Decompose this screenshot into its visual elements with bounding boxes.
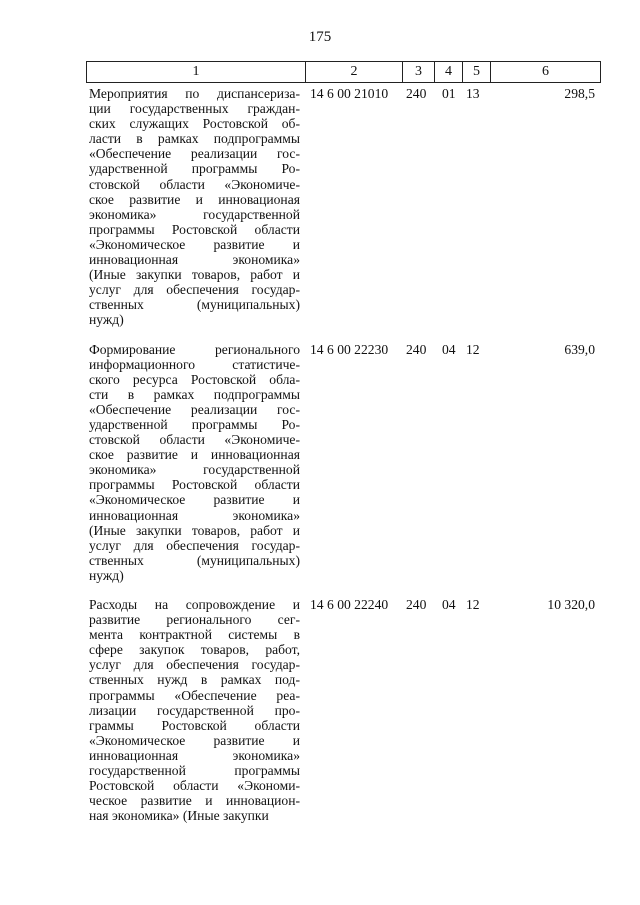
description-line: ственных (муниципальных) <box>89 552 300 568</box>
page-number: 175 <box>308 29 332 45</box>
description-line: ции государственных граждан- <box>89 101 300 117</box>
description-line: стовской области «Экономиче- <box>89 176 300 192</box>
description-line: Мероприятия по диспансериза- <box>89 86 300 101</box>
column-header-2: 2 <box>306 62 403 83</box>
description-line: (Иные закупки товаров, работ и <box>89 267 300 283</box>
row-section: 04 <box>442 597 456 612</box>
description-line: Формирование регионального <box>89 341 300 357</box>
row-target-code: 14 6 00 22230 <box>310 341 389 357</box>
description-line: экономика» государственной <box>89 206 300 222</box>
column-header-4: 4 <box>435 62 463 83</box>
description-line: ского ресурса Ростовской обла- <box>89 371 300 387</box>
description-line: «Экономическое развитие и <box>89 492 300 508</box>
description-line: программы «Обеспечение реа- <box>89 687 300 703</box>
description-line: инновационная экономика» <box>89 252 300 268</box>
row-description <box>86 597 300 823</box>
description-line: ское развитие и инновационая <box>89 191 300 207</box>
description-line: сфере закупок товаров, работ, <box>89 642 300 658</box>
table-row <box>86 597 601 823</box>
column-header-5: 5 <box>463 62 491 83</box>
description-line: государственной программы <box>89 763 300 779</box>
row-section: 01 <box>442 86 456 101</box>
row-section: 04 <box>442 341 456 357</box>
description-line: ударственной программы Ро- <box>89 161 300 177</box>
column-header-6: 6 <box>491 62 601 83</box>
description-line: ческое развитие и инновацион- <box>89 793 300 809</box>
column-header-table <box>86 61 601 83</box>
row-expense-type: 240 <box>406 341 427 357</box>
description-line: ственных нужд в рамках под- <box>89 672 300 688</box>
row-target-code: 14 6 00 21010 <box>310 86 389 101</box>
row-expense-type: 240 <box>406 597 427 612</box>
description-line: стовской области «Экономиче- <box>89 432 300 448</box>
description-line: «Обеспечение реализации гос- <box>89 146 300 162</box>
description-line: «Обеспечение реализации гос- <box>89 401 300 417</box>
description-line: развитие регионального сег- <box>89 612 300 628</box>
row-subsection: 12 <box>466 597 480 612</box>
description-line: ласти в рамках подпрограммы <box>89 131 300 147</box>
description-line: инновационная экономика» <box>89 507 300 523</box>
description-line: ских служащих Ростовской об- <box>89 116 300 132</box>
description-line: программы Ростовской области <box>89 477 300 493</box>
description-line: ная экономика» (Иные закупки <box>89 808 269 824</box>
column-header-row <box>87 62 601 83</box>
description-line: граммы Ростовской области <box>89 717 300 733</box>
column-header-3: 3 <box>403 62 435 83</box>
description-line: программы Ростовской области <box>89 221 300 237</box>
description-line: ское развитие и инновационная <box>89 447 300 463</box>
description-line: информационного статистиче- <box>89 356 300 372</box>
description-line: ударственной программы Ро- <box>89 416 300 432</box>
description-line: сти в рамках подпрограммы <box>89 386 300 402</box>
description-line: Расходы на сопровождение и <box>89 597 300 612</box>
description-line: нужд) <box>89 312 124 328</box>
description-line: услуг для обеспечения государ- <box>89 657 300 673</box>
description-line: лизации государственной про- <box>89 702 300 718</box>
description-line: инновационная экономика» <box>89 747 300 763</box>
row-subsection: 12 <box>466 341 480 357</box>
row-description <box>86 86 300 328</box>
description-line: услуг для обеспечения государ- <box>89 282 300 298</box>
row-expense-type: 240 <box>406 86 427 101</box>
row-amount: 10 320,0 <box>547 597 595 612</box>
description-line: мента контрактной системы в <box>89 627 300 643</box>
description-line: (Иные закупки товаров, работ и <box>89 522 300 538</box>
row-amount: 639,0 <box>564 341 595 357</box>
description-line: нужд) <box>89 567 124 583</box>
table-row <box>86 86 601 328</box>
row-target-code: 14 6 00 22240 <box>310 597 389 612</box>
description-line: ственных (муниципальных) <box>89 297 300 313</box>
description-line: услуг для обеспечения государ- <box>89 537 300 553</box>
column-header-1: 1 <box>87 62 306 83</box>
description-line: «Экономическое развитие и <box>89 732 300 748</box>
budget-table-body <box>86 86 601 837</box>
table-row <box>86 342 601 584</box>
row-amount: 298,5 <box>564 86 595 101</box>
row-description <box>86 342 300 584</box>
description-line: «Экономическое развитие и <box>89 236 300 252</box>
description-line: Ростовской области «Экономи- <box>89 778 300 794</box>
description-line: экономика» государственной <box>89 462 300 478</box>
row-subsection: 13 <box>466 86 480 101</box>
